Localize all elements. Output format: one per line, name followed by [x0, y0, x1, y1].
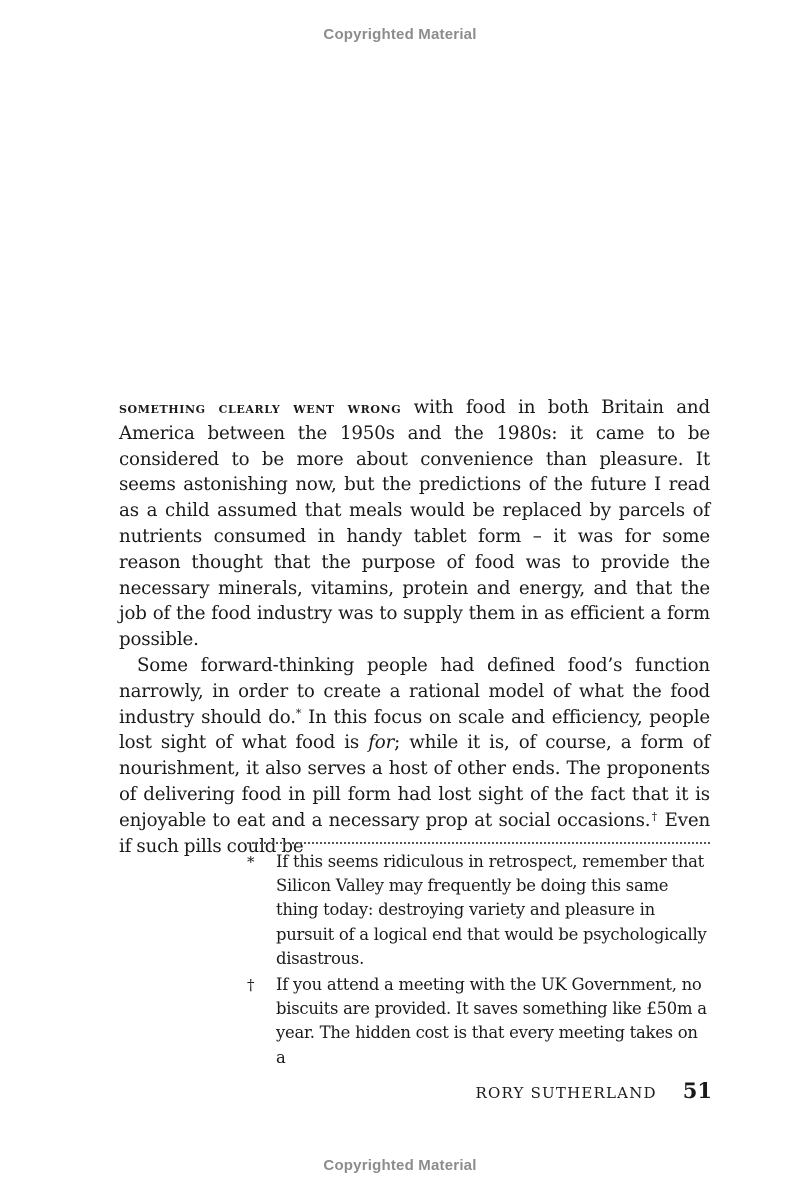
footnote-mark: † — [247, 976, 255, 995]
paragraph-1 — [119, 395, 710, 653]
running-footer — [400, 1078, 712, 1103]
footnote-asterisk — [247, 850, 710, 971]
paragraph-2-part-b: In this focus on scale and efficiency, people lost sight of what food is — [119, 706, 710, 754]
running-author: RORY SUTHERLAND — [475, 1084, 657, 1102]
footnote-text: If you attend a meeting with the UK Government, no biscuits are provided. It saves something like £50m a year. The hidden cost is that every meeting takes on a — [276, 975, 707, 1067]
footnote-divider — [247, 842, 710, 844]
main-text — [119, 395, 710, 859]
footnote-mark: * — [247, 853, 255, 871]
lead-in-small-caps: something clearly went wrong — [119, 398, 402, 417]
page-number: 51 — [682, 1078, 712, 1103]
italic-for: for — [368, 732, 395, 754]
footnote-ref-dagger[interactable]: † — [650, 809, 659, 823]
footnotes — [247, 850, 710, 1072]
paragraph-1-text: with food in both Britain and America between the 1950s and the 1980s: it came to be considered to be more about convenience than pleasure. It seems astonishing now, but the predictions of the future I read as a child assumed that meals would be replaced by parcels of nutrients consumed in handy tablet form – it was for some reason thought that the purpose of food was to provide the necessary minerals, vitamins, protein and energy, and that the job of the food industry was to supply them in as efficient a form possible. — [119, 397, 710, 651]
paragraph-2-part-d: Even if such pills could be — [119, 809, 711, 857]
footnote-text: If this seems ridiculous in retrospect, remember that Silicon Valley may frequently be doing this same thing today: destroying variety and pleasure in pursuit of a logical end that would be psychologically disastrous. — [276, 852, 707, 968]
footnote-dagger — [247, 973, 710, 1070]
copyright-watermark-bottom: Copyrighted Material — [323, 1157, 477, 1174]
paragraph-2 — [119, 653, 710, 859]
paragraph-2-part-a: Some forward-thinking people had defined food’s function narrowly, in order to create a rational model of what the food industry should do. — [119, 654, 710, 728]
footnote-ref-asterisk[interactable]: * — [295, 706, 302, 720]
copyright-watermark-top: Copyrighted Material — [323, 26, 477, 43]
paragraph-2-part-c: ; while it is, of course, a form of nourishment, it also serves a host of other ends. The proponents of delivering food in pill form had lost sight of the fact that it is enjoyable to eat and a necessary prop at social occasions. — [119, 732, 710, 831]
